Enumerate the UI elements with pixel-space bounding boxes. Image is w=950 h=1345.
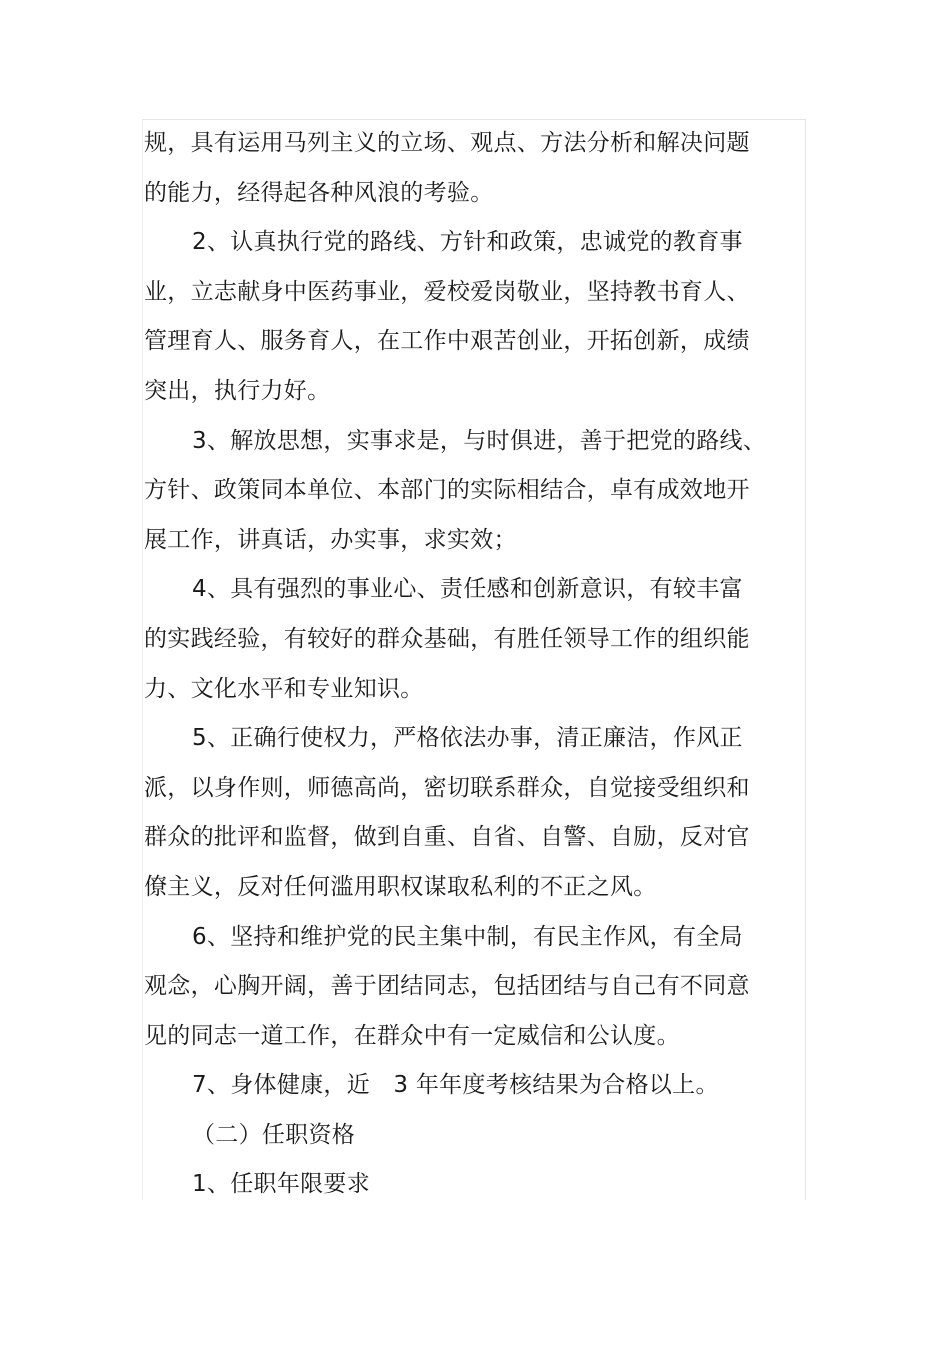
text-line: 群众的批评和监督，做到自重、自省、自警、自励，反对官 [144,824,750,851]
text-line: 方针、政策同本单位、本部门的实际相结合，卓有成效地开 [144,477,750,504]
text-line: 管理育人、服务育人，在工作中艰苦创业，开拓创新，成绩 [144,328,750,355]
text-line: 3、解放思想，实事求是，与时俱进，善于把党的路线、 [192,427,767,454]
text-line: 规，具有运用马列主义的立场、观点、方法分析和解决问题 [144,130,750,156]
section-heading: （二）任职资格 [192,1121,356,1148]
text-line: 力、文化水平和专业知识。 [144,675,424,702]
text-line: 见的同志一道工作，在群众中有一定威信和公认度。 [144,1022,680,1049]
text-line: 4、具有强烈的事业心、责任感和创新意识，有较丰富 [192,576,743,603]
text-line: 的能力，经得起各种风浪的考验。 [144,179,494,206]
text-line: 突出，执行力好。 [144,377,331,404]
text-line: 的实践经验，有较好的群众基础，有胜任领导工作的组织能 [144,625,750,652]
text-line: 派，以身作则，师德高尚，密切联系群众，自觉接受组织和 [144,774,750,801]
text-line: 1、任职年限要求 [192,1171,371,1198]
text-line: 2、认真执行党的路线、方针和政策，忠诚党的教育事 [192,229,743,256]
text-line: 7、身体健康，近 3 年年度考核结果为合格以上。 [192,1072,719,1099]
text-line: 观念，心胸开阔，善于团结同志，包括团结与自己有不同意 [144,973,750,1000]
text-line: 展工作，讲真话，办实事，求实效； [144,526,517,553]
text-line: 僚主义，反对任何滥用职权谋取私利的不正之风。 [144,873,657,900]
text-line: 5、正确行使权力，严格依法办事，清正廉洁，作风正 [192,725,743,752]
text-line: 6、坚持和维护党的民主集中制，有民主作风，有全局 [192,923,743,950]
text-line: 业，立志献身中医药事业，爱校爱岗敬业，坚持教书育人、 [144,278,750,305]
document-body [144,119,767,1210]
